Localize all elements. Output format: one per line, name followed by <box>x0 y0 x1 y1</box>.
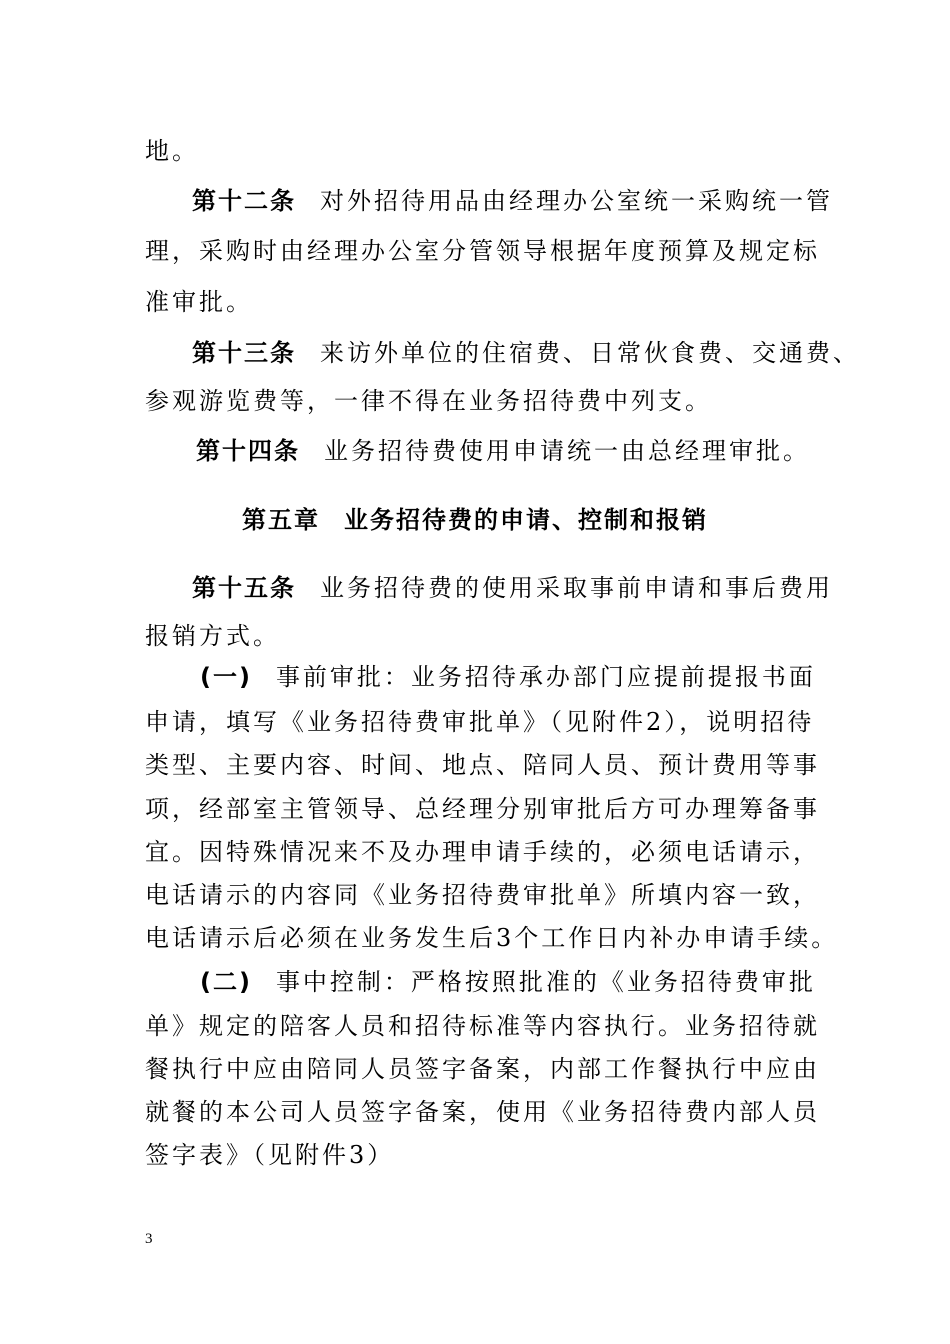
item-2-label: (二) <box>200 968 252 996</box>
item-1-line-7: 电话请示后必须在业务发生后3个工作日内补办申请手续。 <box>145 924 839 952</box>
item-1-line-5: 宜。因特殊情况来不及办理申请手续的，必须电话请示， <box>145 838 820 866</box>
article-13-line-1 <box>192 338 860 368</box>
article-13-line-2: 参观游览费等，一律不得在业务招待费中列支。 <box>145 387 712 415</box>
article-14-line-1 <box>196 436 810 466</box>
article-14-text-1: 业务招待费使用申请统一由总经理审批。 <box>324 437 810 465</box>
article-12-line-2: 理，采购时由经理办公室分管领导根据年度预算及规定标 <box>145 237 820 265</box>
article-15-line-1 <box>192 573 833 603</box>
item-2-line-3: 餐执行中应由陪同人员签字备案，内部工作餐执行中应由 <box>145 1055 820 1083</box>
chapter-heading <box>0 505 950 535</box>
chapter-title: 业务招待费的申请、控制和报销 <box>344 506 708 534</box>
item-1-line-4: 项，经部室主管领导、总经理分别审批后方可办理筹备事 <box>145 795 820 823</box>
article-14-label: 第十四条 <box>196 437 300 465</box>
item-2-line-2: 单》规定的陪客人员和招待标准等内容执行。业务招待就 <box>145 1012 820 1040</box>
item-2-line-4: 就餐的本公司人员签字备案，使用《业务招待费内部人员 <box>145 1098 820 1126</box>
article-12-line-1 <box>192 186 833 216</box>
article-13-text-1: 来访外单位的住宿费、日常伙食费、交通费、 <box>320 339 860 367</box>
article-15-text-1: 业务招待费的使用采取事前申请和事后费用 <box>320 574 833 602</box>
article-12-label: 第十二条 <box>192 187 296 215</box>
article-12-line-3: 准审批。 <box>145 288 253 316</box>
article-15-line-2: 报销方式。 <box>145 622 280 650</box>
item-1-line-1 <box>200 662 816 692</box>
chapter-label: 第五章 <box>242 506 320 534</box>
page-number: 3 <box>145 1231 153 1247</box>
article-15-label: 第十五条 <box>192 574 296 602</box>
item-1-line-2: 申请，填写《业务招待费审批单》（见附件2），说明招待 <box>145 708 815 736</box>
article-13-label: 第十三条 <box>192 339 296 367</box>
item-1-line-6: 电话请示的内容同《业务招待费审批单》所填内容一致， <box>145 881 820 909</box>
item-1-line-3: 类型、主要内容、时间、地点、陪同人员、预计费用等事 <box>145 751 820 779</box>
continued-text-line: 地。 <box>145 137 199 165</box>
item-2-line-1 <box>200 967 816 997</box>
item-2-text-1: 事中控制：严格按照批准的《业务招待费审批 <box>275 968 816 996</box>
item-1-text-1: 事前审批：业务招待承办部门应提前提报书面 <box>275 663 816 691</box>
item-1-label: (一) <box>200 663 252 691</box>
article-12-text-1: 对外招待用品由经理办公室统一采购统一管 <box>320 187 833 215</box>
item-2-line-5: 签字表》（见附件3） <box>145 1141 395 1169</box>
